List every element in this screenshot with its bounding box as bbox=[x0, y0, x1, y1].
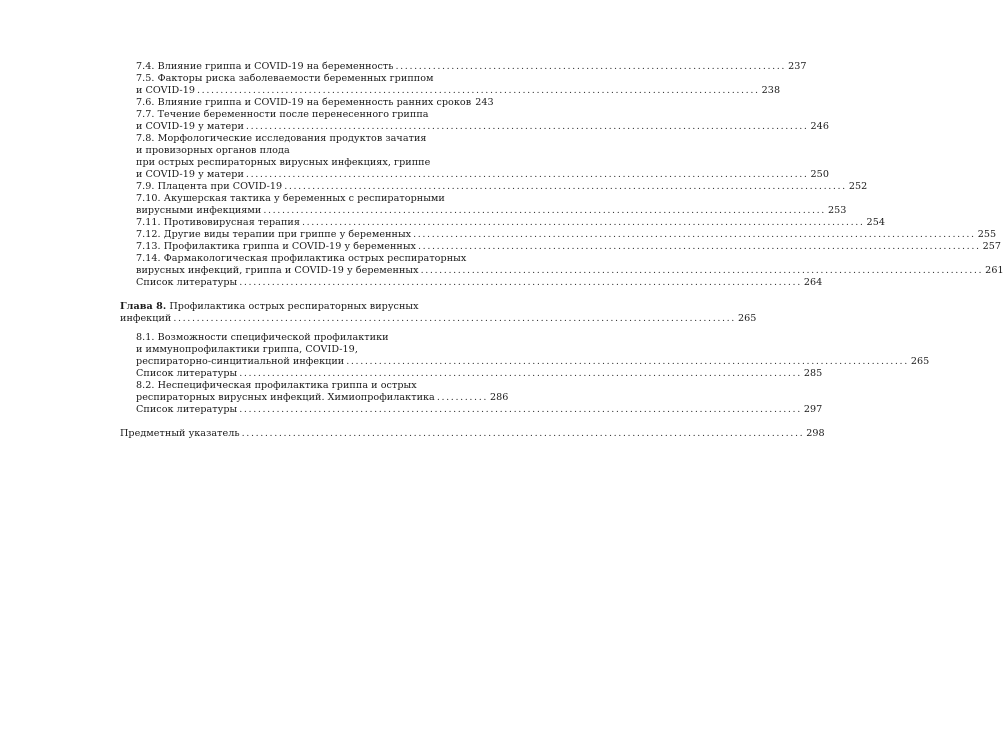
toc-entry: 7.6. Влияние гриппа и COVID-19 на беременность ранних сроков 243 bbox=[136, 97, 494, 108]
leader-dots: ......................................................................................................................... bbox=[420, 265, 984, 277]
page-number: 265 bbox=[737, 313, 757, 325]
page-number: 246 bbox=[810, 121, 829, 133]
toc-entry: 7.13. Профилактика гриппа и COVID-19 у беременных ......................................................................................................................... 257 bbox=[136, 241, 1002, 252]
leader-dots: ......................................................................................................................... bbox=[413, 229, 976, 240]
toc-entry: Список литературы ......................................................................................................................... 297 bbox=[136, 404, 823, 415]
page-number: 243 bbox=[475, 97, 494, 108]
page-number: 298 bbox=[806, 428, 825, 439]
leader-dots: ......................................................................................................................... bbox=[418, 241, 981, 252]
page-number: 254 bbox=[866, 217, 886, 228]
leader-dots: ......................................................................................................................... bbox=[263, 205, 826, 217]
toc-entry: 7.8. Морфологические исследования продуктов зачатия и провизорных органов плода при острых респираторных вирусных инфекциях, гриппе и COVID-19 у матери ......................................................................................................................... 250 bbox=[136, 133, 829, 181]
leader-dots: ......................................................................................................................... bbox=[245, 169, 809, 181]
leader-dots: ......................................................................................................................... bbox=[245, 121, 809, 133]
toc-entry: 7.12. Другие виды терапии при гриппе у беременных ......................................................................................................................... 255 bbox=[136, 229, 997, 240]
leader-dots: ......................................................................................................................... bbox=[173, 313, 736, 325]
page-number: 238 bbox=[761, 85, 781, 97]
page-number: 285 bbox=[803, 368, 823, 379]
toc-entry: 7.14. Фармакологическая профилактика острых респираторных вирусных инфекций, гриппа и COVID-19 у беременных ......................................................................................................................... 261 bbox=[136, 253, 1004, 277]
page-number: 257 bbox=[982, 241, 1002, 252]
leader-dots: ......................................................................................................................... bbox=[241, 428, 805, 439]
page-number: 250 bbox=[810, 169, 829, 181]
toc-index-entry: Предметный указатель ......................................................................................................................... 298 bbox=[120, 428, 825, 439]
toc-chapter-entry: Глава 8. Профилактика острых респираторных вирусных инфекций ......................................................................................................................... 265 bbox=[120, 301, 757, 325]
leader-dots: .................................................................................... bbox=[395, 61, 787, 72]
leader-dots: ......................................................................................................................... bbox=[239, 368, 802, 379]
leader-dots: ......................................................................................................................... bbox=[346, 356, 909, 368]
page-number: 237 bbox=[788, 61, 807, 72]
page-number: 255 bbox=[977, 229, 997, 240]
page-number: 253 bbox=[827, 205, 847, 217]
page-number: 265 bbox=[910, 356, 930, 368]
page-number: 264 bbox=[803, 277, 823, 288]
leader-dots: ........... bbox=[436, 392, 488, 404]
toc-entry: Список литературы ......................................................................................................................... 264 bbox=[136, 277, 823, 288]
leader-dots: ......................................................................................................................... bbox=[239, 404, 802, 415]
toc-entry: 7.9. Плацента при COVID-19 ......................................................................................................................... 252 bbox=[136, 181, 868, 192]
toc-entry: 8.1. Возможности специфической профилактики и иммунопрофилактики гриппа, COVID-19, респираторно-синцитиальной инфекции ......................................................................................................................... 265 bbox=[136, 332, 930, 368]
toc-entry: 7.4. Влияние гриппа и COVID-19 на беременность .................................................................................... 237 bbox=[136, 61, 807, 72]
toc-entry: 7.10. Акушерская тактика у беременных с респираторными вирусными инфекциями ......................................................................................................................... 253 bbox=[136, 193, 847, 217]
toc-entry: 7.7. Течение беременности после перенесенного гриппа и COVID-19 у матери ......................................................................................................................... 246 bbox=[136, 109, 829, 133]
page-number: 297 bbox=[803, 404, 823, 415]
leader-dots: ......................................................................................................................... bbox=[239, 277, 802, 288]
toc-entry: 7.5. Факторы риска заболеваемости беременных гриппом и COVID-19 ......................................................................................................................... 238 bbox=[136, 73, 781, 97]
page-number: 261 bbox=[985, 265, 1004, 277]
page-number: 252 bbox=[848, 181, 868, 192]
leader-dots: ......................................................................................................................... bbox=[197, 85, 760, 97]
page-number: 286 bbox=[490, 392, 509, 404]
chapter-label: Глава 8. bbox=[120, 301, 167, 312]
toc-entry: Список литературы ......................................................................................................................... 285 bbox=[136, 368, 823, 379]
leader-dots: ......................................................................................................................... bbox=[301, 217, 865, 228]
toc-entry: 8.2. Неспецифическая профилактика гриппа и острых респираторных вирусных инфекций. Химиопрофилактика ........... 286 bbox=[136, 380, 509, 404]
leader-dots: ......................................................................................................................... bbox=[284, 181, 847, 192]
toc-entry: 7.11. Противовирусная терапия ......................................................................................................................... 254 bbox=[136, 217, 886, 228]
